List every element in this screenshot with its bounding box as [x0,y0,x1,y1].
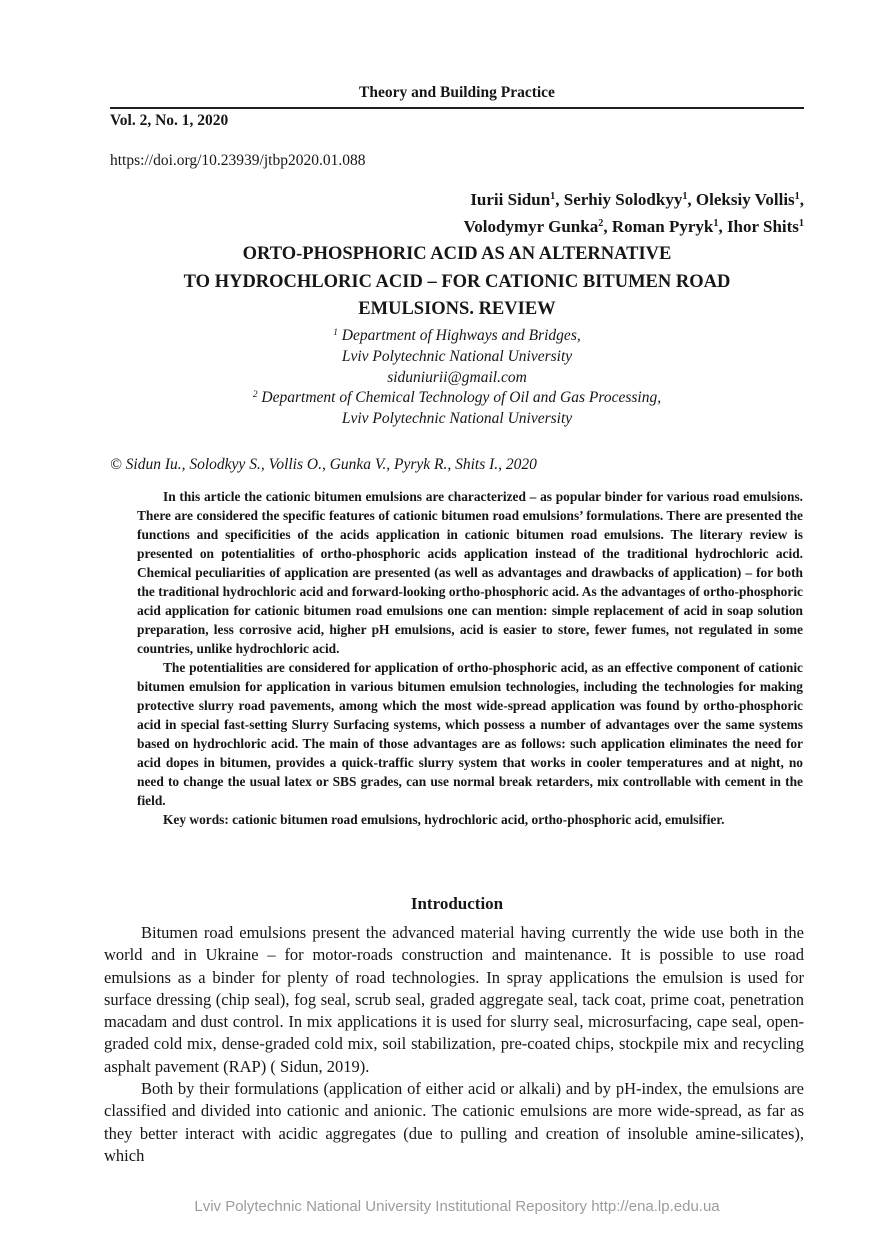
author-affiliation-sup: 1 [713,218,719,230]
journal-name: Theory and Building Practice [359,84,555,101]
volume-issue-line: Vol. 2, No. 1, 2020 [110,112,229,129]
author-separator: , [718,217,727,236]
author-affiliation-sup: 2 [598,218,604,230]
abstract-paragraph-2: The potentialities are considered for application of ortho-phosphoric acid, as an effective component of cationic bitumen emulsion for application in various bitumen emulsion technologies, including the technologies for making protective slurry road pavements, among which the most wide-spread application was found by ortho-phosphoric acid in special fast-setting Slurry Surfacing systems, which possess a number of advantages over the same systems based on hydrochloric acid. The main of those advantages are as follows: such application eliminates the need for acid dopes in bitumen, provides a quick-traffic slurry system that works in cooler temperatures and at night, no need to change the usual latex or SBS grades, can use normal break retarders, mix controllable with cement in the field. [137,660,803,808]
affiliation-line [110,388,804,409]
affiliation-line [110,326,804,347]
affiliation-sup: 1 [333,327,338,338]
author-name: Roman Pyryk [611,217,714,236]
introduction-paragraph-1: Bitumen road emulsions present the advanced material having currently the wide use both in the world and in Ukraine – for motor-roads construction and maintenance. It is possible to use road emulsions as a binder for plenty of road technologies. In spray applications the emulsion is used for surface dressing (chip seal), fog seal, scrub seal, graded aggregate seal, tack coat, prime coat, penetration macadam and dust control. In mix applications it is used for slurry seal, microsurfacing, cape seal, open-graded cold mix, dense-graded cold mix, soil stabilization, pre-coated chips, stockpile mix and recycling asphalt pavement (RAP) ( Sidun, 2019). [104,923,804,1076]
article-title-line: ORTO-PHOSPHORIC ACID AS AN ALTERNATIVE [242,244,672,264]
author-name: Oleksiy Vollis [695,190,795,209]
authors-block [110,186,804,240]
author-affiliation-sup: 1 [798,218,804,230]
repository-line: Lviv Polytechnic National University Institutional Repository http://ena.lp.edu.ua [194,1198,720,1215]
author-separator: , [603,217,612,236]
authors-line-2 [110,213,804,240]
affiliation-text: Lviv Polytechnic National University [341,347,573,365]
author-separator: , [687,190,696,209]
keywords-paragraph: Key words: cationic bitumen road emulsions, hydrochloric acid, ortho-phosphoric acid, emulsifier. [163,812,725,827]
author-name: Serhiy Solodkyy [563,190,683,209]
article-title [110,241,804,324]
introduction-heading: Introduction [410,894,504,913]
affiliation-line [110,347,804,368]
abstract-block [137,487,803,829]
author-affiliation-sup: 1 [794,191,800,203]
author-name: Iurii Sidun [470,190,551,209]
journal-header [110,84,804,109]
author-affiliation-sup: 1 [550,191,556,203]
affiliation-sup: 2 [252,390,258,401]
affiliation-text: Department of Chemical Technology of Oil and Gas Processing, [257,389,662,407]
affiliation-line [110,409,804,430]
author-affiliation-sup: 1 [682,191,688,203]
author-name: Ihor Shits [726,217,799,236]
copyright-line: © Sidun Iu., Solodkyy S., Vollis O., Gunka V., Pyryk R., Shits I., 2020 [110,456,537,473]
author-separator: , [799,190,804,209]
affiliation-text: Lviv Polytechnic National University [341,410,573,428]
repository-footer [110,1198,804,1215]
abstract-paragraph-1: In this article the cationic bitumen emulsions are characterized – as popular binder for various road emulsions. There are considered the specific features of cationic bitumen road emulsions’ formulations. There are presented the functions and specificities of the acids application in cationic bitumen road emulsions. The literary review is presented on potentialities of ortho-phosphoric acids application instead of the traditional hydrochloric acid. Chemical peculiarities of application are presented (as well as advantages and drawbacks of application) – for both the traditional hydrochloric acid and forward-looking ortho-phosphoric acid. As the advantages of ortho-phosphoric acid application for cationic bitumen road emulsions one can mention: simple replacement of acid in soap solution preparation, less corrosive acid, higher pH emulsions, acid is easier to store, fewer fumes, not regulated in some countries, unlike hydrochloric acid. [137,489,803,656]
affiliation-line [110,368,804,389]
authors-line-1 [110,186,804,213]
affiliation-text: Department of Highways and Bridges, [337,327,581,344]
article-title-line: TO HYDROCHLORIC ACID – FOR CATIONIC BITUMEN ROAD [183,271,731,292]
author-name: Volodymyr Gunka [463,217,599,236]
affiliations-block [110,326,804,430]
article-title-line: EMULSIONS. REVIEW [358,299,556,319]
author-separator: , [555,190,564,209]
introduction-paragraph-2: Both by their formulations (application of either acid or alkali) and by pH-index, the emulsions are classified and divided into cationic and anionic. The cationic emulsions are more wide-spread, as far as they better interact with acidic aggregates (due to pulling and creation of insoluble amine-silicates), which [104,1079,804,1165]
contact-email: siduniurii@gmail.com [387,368,527,386]
introduction-body [104,922,804,1167]
doi-line: https://doi.org/10.23939/jtbp2020.01.088 [110,152,366,169]
